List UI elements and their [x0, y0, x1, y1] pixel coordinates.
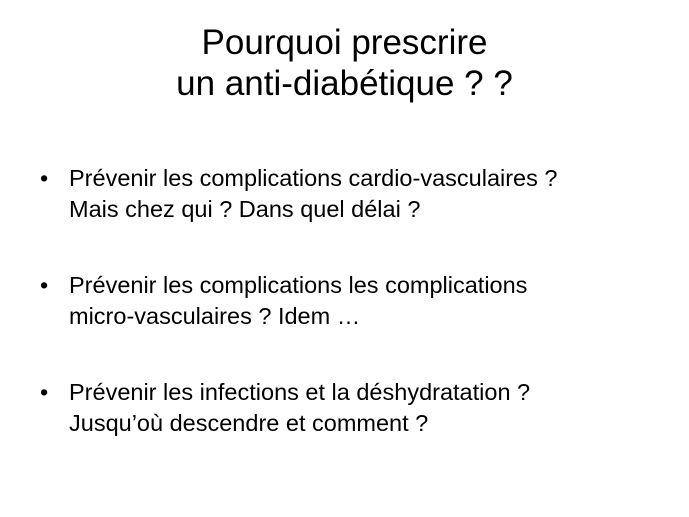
bullet-dot-icon: • — [40, 379, 49, 405]
bullet-text-line: micro-vasculaires ? Idem … — [69, 303, 361, 329]
title-line: un anti-diabétique ? ? — [176, 64, 513, 103]
bullet-text-line: Prévenir les complications les complications — [69, 272, 528, 298]
bullet-item — [40, 270, 680, 332]
bullet-text-line: Prévenir les complications cardio-vasculaires ? — [69, 165, 558, 191]
bullet-list — [40, 163, 680, 439]
bullet-text-line: Jusqu’où descendre et comment ? — [69, 410, 429, 436]
bullet-item — [40, 377, 680, 439]
bullet-item — [40, 163, 680, 225]
title-line: Pourquoi prescrire — [201, 23, 488, 62]
slide-title — [0, 22, 689, 104]
bullet-dot-icon: • — [40, 272, 49, 298]
bullet-text-line: Mais chez qui ? Dans quel délai ? — [69, 196, 421, 222]
bullet-text-line: Prévenir les infections et la déshydratation ? — [69, 379, 531, 405]
bullet-dot-icon: • — [40, 165, 49, 191]
